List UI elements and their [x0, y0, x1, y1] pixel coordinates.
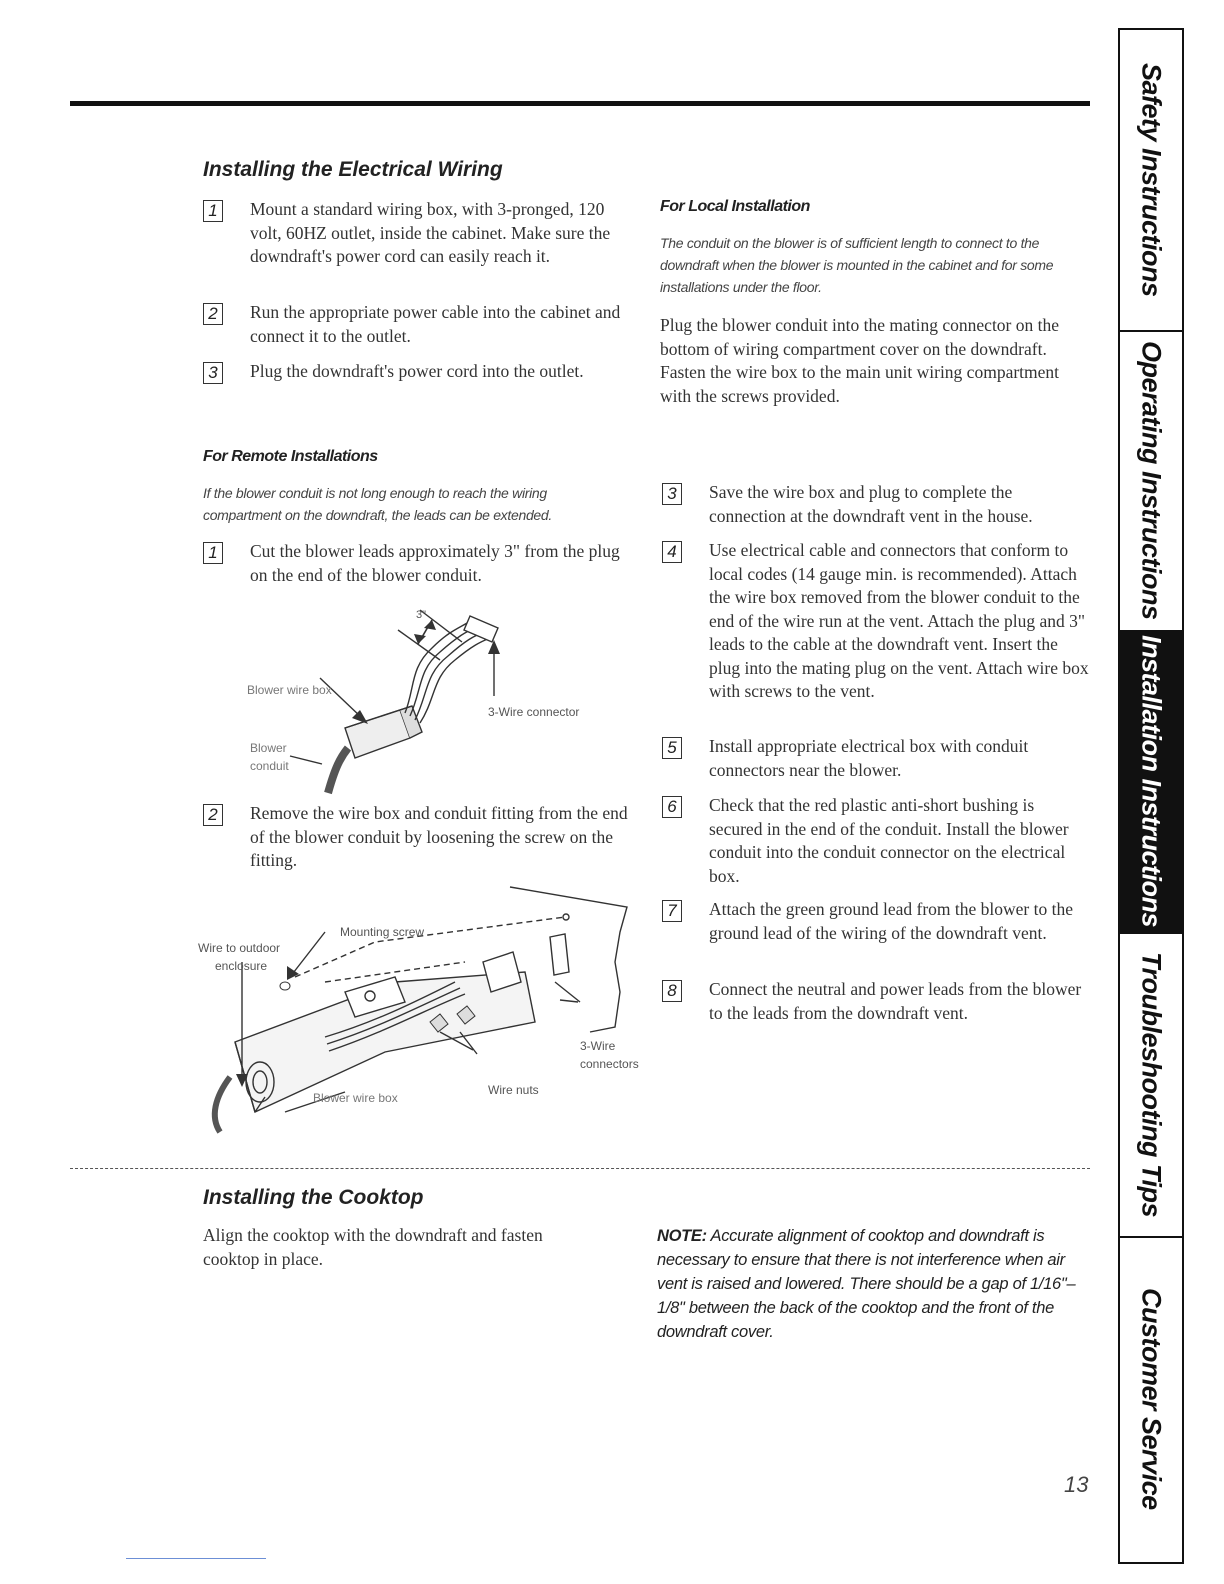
remote-step-2	[203, 802, 633, 873]
tab-safety-instructions[interactable]	[1120, 30, 1182, 332]
step-number: 4	[662, 541, 682, 563]
remote-step-3	[662, 481, 1090, 528]
electrical-heading: Installing the Electrical Wiring	[203, 158, 503, 181]
blower-wire-box-label: Blower wire box	[247, 683, 332, 697]
mounting-screw-label: Mounting screw	[340, 925, 425, 939]
wire-nuts-figure	[195, 882, 645, 1137]
footer-line	[126, 1558, 266, 1559]
step-text: Cut the blower leads approximately 3" from the plug on the end of the blower conduit.	[250, 541, 620, 585]
step-text: Remove the wire box and conduit fitting from the end of the blower conduit by loosening the screw on the fitting.	[250, 803, 628, 870]
top-rule	[70, 101, 1090, 106]
step-text: Attach the green ground lead from the blower to the ground lead of the wiring of the downdraft vent.	[709, 899, 1073, 943]
remote-step-5	[662, 735, 1090, 782]
enclosure-label: enclosure	[215, 959, 268, 973]
local-heading: For Local Installation	[660, 198, 810, 215]
connectors-label-1: 3-Wire	[580, 1039, 616, 1053]
step-text: Save the wire box and plug to complete the connection at the downdraft vent in the house.	[709, 482, 1033, 526]
remote-step-8	[662, 978, 1090, 1025]
step-number: 2	[203, 804, 223, 826]
step-number: 7	[662, 900, 682, 922]
remote-note: If the blower conduit is not long enough to reach the wiring compartment on the downdraft, the leads can be extended.	[203, 485, 552, 523]
step-text: Plug the downdraft's power cord into the outlet.	[250, 361, 584, 381]
step-text: Install appropriate electrical box with conduit connectors near the blower.	[709, 736, 1029, 780]
tab-label: Troubleshooting Tips	[1136, 951, 1167, 1217]
note-label: NOTE:	[657, 1227, 707, 1245]
step-number: 2	[203, 303, 223, 325]
step-text: Use electrical cable and connectors that conform to local codes (14 gauge min. is recommended). Attach the wire box removed from the blower conduit to the end of the wire run at the vent. Attach the plug and 3" leads to the cable at the downdraft vent. Insert the plug into the mating plug on the vent. Attach wire box with screws to the vent.	[709, 540, 1089, 701]
conduit-label: conduit	[250, 759, 289, 773]
blower-wire-box-label-2: Blower wire box	[313, 1091, 398, 1105]
tab-customer-service[interactable]	[1120, 1236, 1182, 1562]
step-number: 1	[203, 542, 223, 564]
remote-step-1	[203, 540, 628, 587]
tab-label: Customer Service	[1136, 1288, 1167, 1510]
electrical-step-2	[203, 301, 633, 348]
step-text: Check that the red plastic anti-short bushing is secured in the end of the conduit. Install the blower conduit into the conduit connector on the electrical box.	[709, 795, 1069, 886]
remote-heading: For Remote Installations	[203, 448, 378, 465]
page-number: 13	[1064, 1472, 1089, 1497]
remote-step-6	[662, 794, 1090, 888]
step-text: Connect the neutral and power leads from the blower to the leads from the downdraft vent.	[709, 979, 1082, 1023]
section-tabs	[1118, 28, 1184, 1564]
step-text: Run the appropriate power cable into the cabinet and connect it to the outlet.	[250, 302, 621, 346]
tab-label: Safety Instructions	[1136, 63, 1167, 297]
tab-troubleshooting-tips[interactable]	[1120, 932, 1182, 1238]
note-text: Accurate alignment of cooktop and downdraft is necessary to ensure that there is not interference when air vent is raised and lowered. There should be a gap of 1/16"–1/8" between the back of the cooktop and the front of the downdraft cover.	[657, 1227, 1076, 1341]
remote-step-4	[662, 539, 1090, 704]
tab-operating-instructions[interactable]	[1120, 330, 1182, 632]
local-text: Plug the blower conduit into the mating connector on the bottom of wiring compartment cover on the downdraft. Fasten the wire box to the main unit wiring compartment with the screws provided.	[660, 315, 1060, 406]
tab-label: Installation Instructions	[1136, 634, 1167, 928]
dimension-label: 3"	[416, 609, 427, 621]
electrical-step-1	[203, 198, 633, 269]
step-text: Mount a standard wiring box, with 3-pronged, 120 volt, 60HZ outlet, inside the cabinet. Make sure the downdraft's power cord can easily reach it.	[250, 199, 611, 266]
step-number: 6	[662, 796, 682, 818]
cooktop-heading: Installing the Cooktop	[203, 1186, 424, 1209]
cooktop-text: Align the cooktop with the downdraft and fasten cooktop in place.	[203, 1225, 543, 1269]
tab-installation-instructions[interactable]	[1120, 630, 1182, 934]
step-number: 5	[662, 737, 682, 759]
step-number: 3	[662, 483, 682, 505]
remote-step-7	[662, 898, 1090, 945]
connector-label: 3-Wire connector	[488, 705, 580, 719]
step-number: 3	[203, 362, 223, 384]
step-number: 1	[203, 200, 223, 222]
connectors-label-2: connectors	[580, 1057, 639, 1071]
electrical-step-3	[203, 360, 633, 384]
wire-nuts-label: Wire nuts	[488, 1083, 539, 1097]
section-divider	[70, 1168, 1090, 1169]
blower-wire-box-figure	[200, 598, 620, 798]
step-number: 8	[662, 980, 682, 1002]
cooktop-note	[657, 1224, 1089, 1344]
blower-label: Blower	[250, 741, 287, 755]
tab-label: Operating Instructions	[1136, 340, 1167, 620]
local-note: The conduit on the blower is of sufficient length to connect to the downdraft when the blower is mounted in the cabinet and for some installations under the floor.	[660, 235, 1054, 295]
wire-to-label: Wire to outdoor	[198, 941, 281, 955]
